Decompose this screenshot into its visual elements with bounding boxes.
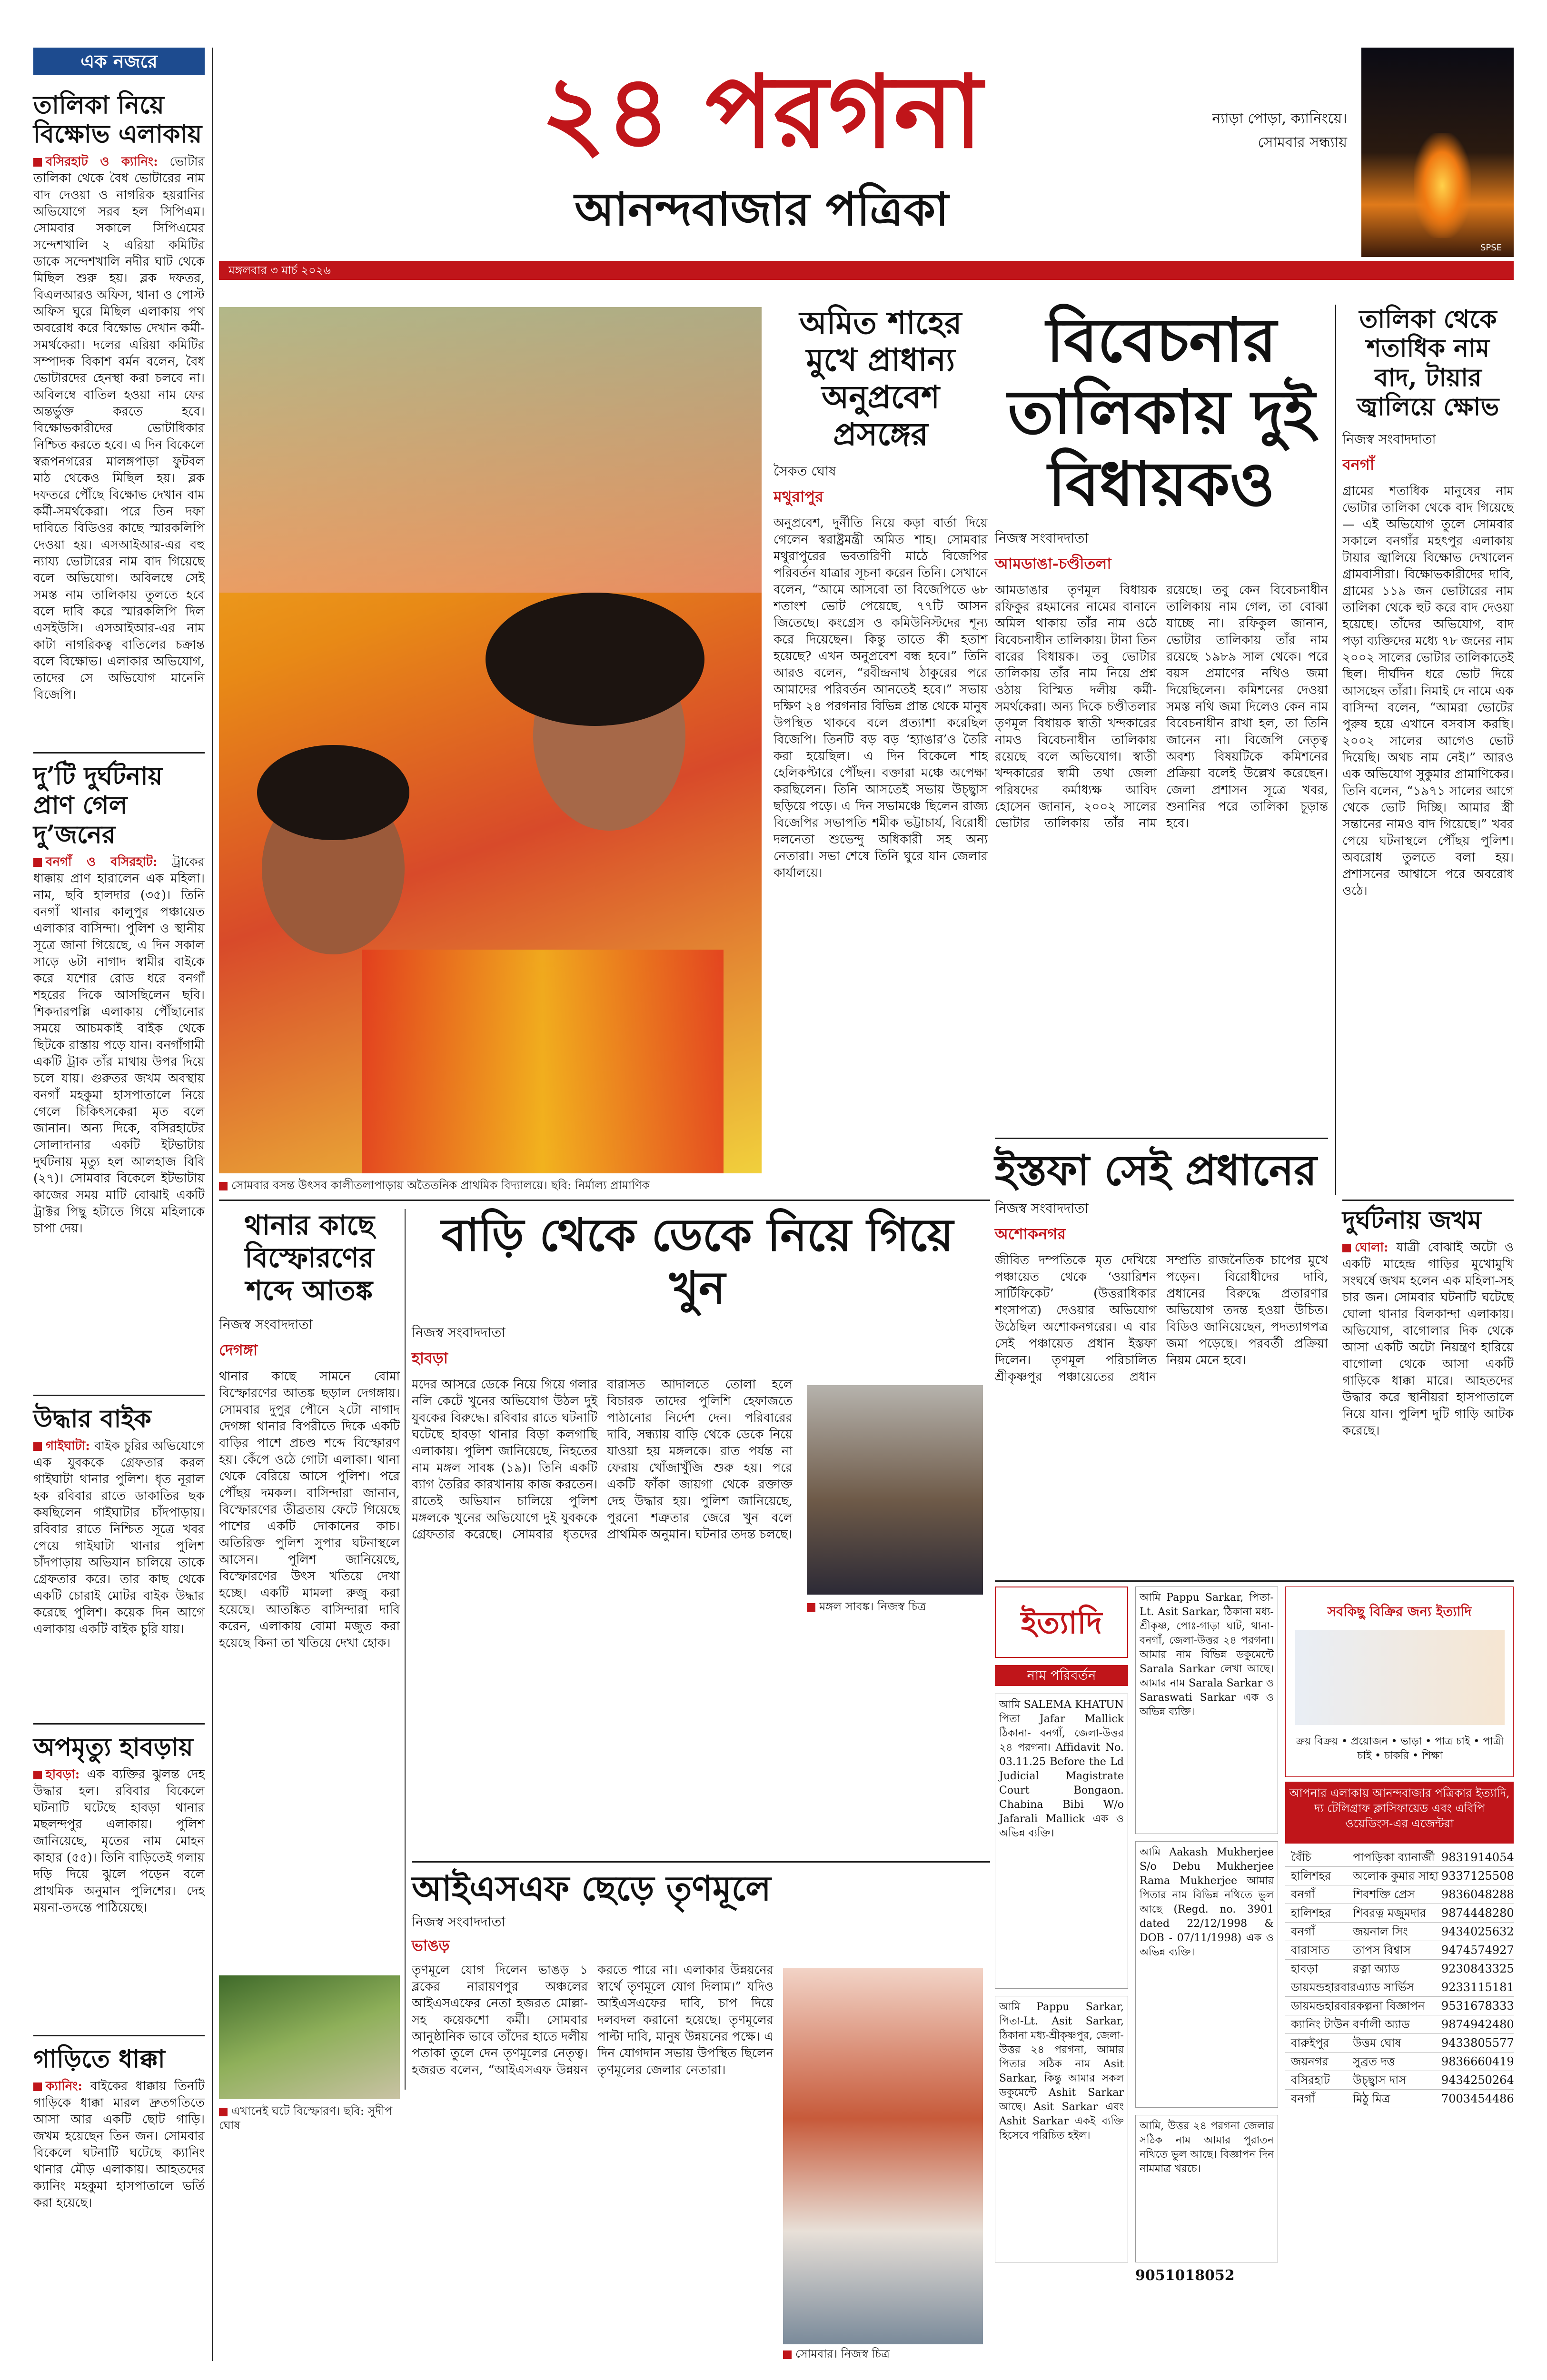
column-divider [405, 1209, 406, 2090]
sidebar-story-1: তালিকা নিয়ে বিক্ষোভ এলাকায় বসিরহাট ও ক্যানিং: ভোটার তালিকা থেকে বৈধ ভোটারের নাম বাদ দেওয়া ও নাগরিক হয়রানির অভিযোগে সরব হল সিপিএম। সোমবার সকালে সিপিএমের সন্দেশখালি ২ এরিয়া কমিটির ডাকে সন্দেশখালি নদীর ঘাট থেকে মিছিল শুরু হয়। ব্লক দফতর, বিএলআরও অফিস, থানা ও পোস্ট অফিস ঘুরে মিছিল এলাকায় পথ অবরোধ করে বিক্ষোভ দেখান কর্মী-সমর্থকেরা। দলের এরিয়া কমিটির সম্পাদক বিকাশ বর্মন বলেন, বৈধ ভোটারদের হেনস্থা করা চলবে না। অবিলম্বে বাতিল হওয়া নাম ফের অন্তর্ভুক্ত করতে হবে। বিক্ষোভকারীদের ভোটাধিকার নিশ্চিত করতে হবে। এ দিন বিকেলে স্বরূপনগরের মালঙ্গপাড়া ফুটবল মাঠ থেকেও মিছিল হয়। ব্লক দফতরে পৌঁছে বিক্ষোভ দেখান বাম কর্মী-সমর্থকেরা। পরে তিন দফা দাবিতে বিডিওর কাছে স্মারকলিপি দেওয়া হয়। এসআইআর-এর বহু ন্যায্য ভোটারের নাম বাদ গিয়েছে বলে অভিযোগ। অবিলম্বে সেই সমস্ত নাম তালিকায় তুলতে হবে বলে দাবি করে স্মারকলিপি দিল এসইউসি। এসআইআর-এর নাম কাটা নাগরিকত্ব বাতিলের চক্রান্ত বলে বিক্ষোভ। এলাকার অভিযোগ, তাদের সে অভিযোগ মানেনি বিজেপি। [33, 90, 205, 702]
red-square-icon [33, 1771, 42, 1779]
red-square-icon [33, 1442, 42, 1451]
red-square-icon [807, 1603, 815, 1612]
ad-4: আমি, উত্তর ২৪ পরগনা জেলার সঠিক নাম আমার পুরাতন নথিতে ভুল আছে। বিজ্ঞাপন দিন নামমাত্র খরচে। [1135, 2115, 1278, 2262]
red-square-icon [33, 2082, 42, 2091]
article-injury: দুর্ঘটনায় জখম ঘোলা: যাত্রী বোঝাই অটো ও একটি মাহেন্দ্র গাড়ির মুখোমুখি সংঘর্ষে জখম হলেন এক মহিলা-সহ চার জন। সোমবার ঘটনাটি ঘটেছে ঘোলা থানার বিলকান্দা এলাকায়। অভিযোগ, বাগোলার দিক থেকে আসা একটি অটো নিয়ন্ত্রণ হারিয়ে বাগোলা থেকে আসা একটি গাড়িকে ধাক্কা মারে। আহতদের উদ্ধার করে স্থানীয়রা হাসপাতালে নিয়ে যান। পুলিশ দুটি গাড়ি আটক করেছে। [1342, 1200, 1514, 1571]
agent-phone: 9337125508 [1441, 1869, 1514, 1883]
agent-name: রত্না অ্যাড [1353, 1962, 1399, 1975]
divider [412, 1861, 990, 1863]
agent-name: বর্ণালী অ্যাড [1353, 2018, 1410, 2031]
red-square-icon [33, 158, 42, 167]
article-amit: অমিত শাহের মুখে প্রাধান্য অনুপ্রবেশ প্রসঙ্গের সৈকত ঘোষ মথুরাপুর অনুপ্রবেশ, দুর্নীতি নিয়ে কড়া বার্তা দিয়ে গেলেন স্বরাষ্ট্রমন্ত্রী অমিত শাহ। সোমবার মথুরাপুরের ভবতারিণী মাঠে বিজেপির পরিবর্তন যাত্রার সূচনা করেন তিনি। সেখানে বলেন, “আমে আসবো তা বিজেপিতে ৬৮ শতাংশ ভোট পেয়েছে, ৭৭টি আসন জিতেছে। কংগ্রেস ও কমিউনিস্টদের শূন্য করে দিয়েছেন। কিন্তু তাতে কী হতাশ হয়েছে? এখন অনুপ্রবেশ বন্ধ হবে।” তিনি আরও বলেন, “রবীন্দ্রনাথ ঠাকুরের পরে আমাদের পরিবর্তন আনতেই হবে।” সভায় দক্ষিণ ২৪ পরগনার বিভিন্ন প্রান্ত থেকে মানুষ উপস্থিত থাকবে বলে প্রত্যাশা করেছিল বিজেপি। তিনটি বড় বড় ‘হ্যাঙার’ও তৈরি করা হয়েছিল। এ দিন বিকেলে শাহ হেলিকপ্টারে পৌঁছন। বক্তারা মঞ্চে অপেক্ষা করছিলেন। তিনি আসতেই সভায় উচ্ছ্বাস ছড়িয়ে পড়ে। এ দিন সভামঞ্চে ছিলেন রাজ্য বিজেপির সভাপতি শমীক ভট্টাচার্য, বিরোধী দলনেতা শুভেন্দু অধিকারী সহ অন্য নেতারা। সভা শেষে তিনি ঘুরে যান জেলার কার্যালয়ে। [774, 304, 988, 880]
column-divider [212, 48, 213, 2361]
masthead-title: ২৪ পরগনা [541, 53, 982, 170]
sidebar-story-title: উদ্ধার বাইক [33, 1404, 151, 1433]
agents-header: আপনার এলাকায় আনন্দবাজার পত্রিকার ইত্যাদি, দ্য টেলিগ্রাফ ক্লাসিফায়েড এবং এবিপি ওয়েডিংস-এর এজেন্টরা [1285, 1782, 1514, 1844]
agent-area: হাবড়া [1291, 1962, 1319, 1975]
agent-row [1285, 2071, 1514, 2090]
agent-area: বনগাঁ [1291, 1888, 1315, 1901]
article-murder: বাড়ি থেকে ডেকে নিয়ে গিয়ে খুন নিজস্ব সংবাদদাতা হাবড়া মদের আসরে ডেকে নিয়ে গিয়ে গলার নলি কেটে খুনের অভিযোগ উঠল দুই যুবকের বিরুদ্ধে। রবিবার রাতে ঘটনাটি ঘটেছে হাবড়া থানার বিড়া কলগাছি এলাকায়। পুলিশ জানিয়েছে, নিহতের নাম মঙ্গল সাবঙ্ক (১৯)। তিনি একটি ব্যাগ তৈরির কারখানায় কাজ করতেন। রাতেই অভিযান চালিয়ে পুলিশ মঙ্গলকে খুনের অভিযোগে দুই যুবককে গ্রেফতার করেছে। সোমবার ধৃতদের বারাসত আদালতে তোলা হলে বিচারক তাদের পুলিশি হেফাজতে পাঠানোর নির্দেশ দেন। পরিবারের দাবি, সন্ধ্যায় বাড়ি থেকে ডেকে নিয়ে যাওয়া হয় মঙ্গলকে। রাত পর্যন্ত না ফেরায় খোঁজাখুঁজি শুরু হয়। পরে একটি ফাঁকা জায়গা থেকে রক্তাক্ত দেহ উদ্ধার হয়। পুলিশ জানিয়েছে, পুরনো শত্রুতার জেরে খুন বলে প্রাথমিক অনুমান। ঘটনার তদন্ত চলছে। মঙ্গল সাবঙ্ক। নিজস্ব চিত্র [412, 1209, 983, 1856]
agent-row [1285, 1997, 1514, 2015]
sidebar-story-2: দু’টি দুর্ঘটনায় প্রাণ গেল দু’জনের বনগাঁ ও বসিরহাট: ট্রাকের ধাক্কায় প্রাণ হারালেন এক মহিলা। নাম, ছবি হালদার (৩৫)। তিনি বনগাঁ থানার কালুপুর পঞ্চায়েত এলাকার বাসিন্দা। পুলিশ ও স্থানীয় সূত্রে জানা গিয়েছে, এ দিন সকাল সাড়ে ৬টা নাগাদ স্বামীর বাইকে করে যশোর রোড ধরে বনগাঁ শহরের দিকে আসছিলেন ছবি। শিকদারপল্লি এলাকায় পৌঁছানোর সময়ে আচমকাই বাইক থেকে ছিটকে রাস্তায় পড়ে যান। বনগাঁগামী একটি ট্রাক তাঁর মাথায় উপর দিয়ে চলে যায়। গুরুতর জখম অবস্থায় বনগাঁ মহকুমা হাসপাতালে নিয়ে গেলে চিকিৎসকেরা মৃত বলে জানান। অন্য দিকে, বসিরহাটের সোলাদানার একটি ইটভাটায় দুর্ঘটনায় মৃত্যু হল আলহাজ বিবি (২৭)। সোমবার বিকেলে ইটভাটায় কাজের সময় মাটি বোঝাই একটি ট্রাক্টর পিছু হটাতে গিয়ে মহিলাকে চাপা দেয়। [33, 762, 205, 1236]
red-square-icon [33, 858, 42, 867]
headline: তালিকা থেকে শতাধিক নাম বাদ, টায়ার জ্বালিয়ে ক্ষোভ [1357, 305, 1499, 422]
agent-name: কল্পনা বিজ্ঞাপন [1356, 1999, 1425, 2013]
classifieds-brand: ইত্যাদি [995, 1587, 1128, 1658]
agent-area: বৈঁচি [1291, 1851, 1311, 1864]
agent-area: ক্যানিং টাউন [1291, 2018, 1349, 2031]
agent-row [1285, 1867, 1514, 1885]
agent-name: পাপড়িকা ব্যানার্জী [1353, 1851, 1435, 1864]
agent-phone: 9836660419 [1441, 2055, 1514, 2068]
agent-phone: 9233115181 [1441, 1981, 1514, 1994]
sidebar-story-4: অপমৃত্যু হাবড়ায় হাবড়া: এক ব্যক্তির ঝুলন্ত দেহ উদ্ধার হল। রবিবার বিকেলে ঘটনাটি ঘটেছে হাবড়া থানার মছলন্দপুর এলাকায়। পুলিশ জানিয়েছে, মৃতের নাম মোহন কাহার (৫৫)। তিনি বাড়িতেই গলায় দড়ি দিয়ে ঝুলে পড়েন বলে প্রাথমিক অনুমান পুলিশের। দেহ ময়না-তদন্তে পাঠিয়েছে। [33, 1733, 205, 1915]
agent-row [1285, 1941, 1514, 1960]
photo-caption: সোমবার বসন্ত উৎসব কালীতলাপাড়ায় অতৈতনিক প্রাথমিক বিদ্যালয়ে। ছবি: নির্মাল্য প্রামাণিক [219, 1178, 762, 1194]
agent-name: শিবশক্তি প্রেস [1353, 1888, 1415, 1901]
phone-number: 9051018052 [1135, 2267, 1235, 2284]
agent-row [1285, 1923, 1514, 1941]
sidebar-story-title: গাড়িতে ধাক্কা [33, 2044, 165, 2073]
red-square-icon [1342, 1244, 1351, 1252]
divider [33, 1395, 205, 1396]
masthead-subtitle: আনন্দবাজার পত্রিকা [575, 182, 949, 236]
red-square-icon [219, 2108, 228, 2116]
agent-name: উচ্ছ্বাস দাস [1353, 2073, 1407, 2087]
divider [33, 752, 205, 754]
agent-row [1285, 2034, 1514, 2053]
headline: অমিত শাহের মুখে প্রাধান্য অনুপ্রবেশ প্রসঙ্গের [799, 304, 962, 453]
corner-caption: ন্যাড়া পোড়া, ক্যানিংয়ে। সোমবার সন্ধ্যায় [1212, 110, 1347, 151]
murder-headline: বাড়ি থেকে ডেকে নিয়ে গিয়ে খুন [441, 1209, 953, 1314]
agent-name: জয়নাল সিং [1353, 1925, 1408, 1938]
sidebar-story-title: দু’টি দুর্ঘটনায় প্রাণ গেল দু’জনের [33, 762, 163, 849]
agent-phone: 9433805577 [1441, 2036, 1514, 2050]
ad-1: আমি SALEMA KHATUN পিতা Jafar Mallick ঠিকানা- বনগাঁ, জেলা-উত্তর ২৪ পরগনা। Affidavit No. 03.11.25 Before the Ld Judicial Magistrate Court Bongaon. Chabina Bibi W/o Jafarali Mallick এক ও অভিন্ন ব্যক্তি। [995, 1694, 1128, 1989]
agent-name: অলোক কুমার সাহা [1353, 1869, 1439, 1883]
agent-name: তাপস বিশ্বাস [1353, 1944, 1411, 1957]
agent-row [1285, 2053, 1514, 2071]
red-square-icon [219, 1182, 228, 1190]
agent-name: মিঠু মিত্র [1353, 2092, 1390, 2105]
lead-headline: বিবেচনার তালিকায় দুই বিধায়কও [1008, 305, 1315, 520]
agent-row [1285, 1904, 1514, 1923]
divider [219, 1200, 990, 1201]
promo-art [1295, 1630, 1505, 1725]
agent-row [1285, 1885, 1514, 1904]
agent-area: হালিশহর [1291, 1906, 1331, 1920]
headline: ইস্তফা সেই প্রধানের [995, 1145, 1317, 1195]
agent-phone: 9434025632 [1441, 1925, 1514, 1938]
sidebar-header: এক নজরে [33, 48, 205, 75]
agent-phone: 9836048288 [1441, 1888, 1514, 1901]
agent-area: ডায়মন্ডহারবার [1291, 1999, 1357, 2013]
article-blast: থানার কাছে বিস্ফোরণের শব্দে আতঙ্ক নিজস্ব সংবাদদাতা দেগঙ্গা থানার কাছে সামনে বোমা বিস্ফোরণের আতঙ্ক ছড়াল দেগঙ্গায়। সোমবার দুপুর পৌনে ২টো নাগাদ দেগঙ্গা থানার বিপরীতে দিকে একটি বাড়ির পাশে প্রচণ্ড শব্দে বিস্ফোরণ হয়। কেঁপে ওঠে গোটা এলাকা। থানা থেকে বেরিয়ে আসে পুলিশ। পরে পৌঁছয় দমকল। বাসিন্দারা জানান, বিস্ফোরণের তীব্রতায় ফেটে গিয়েছে পাশের একটি দোকানের কাচ। অতিরিক্ত পুলিশ সুপার ঘটনাস্থলে আসেন। পুলিশ জানিয়েছে, বিস্ফোরণের উৎস খতিয়ে দেখা হচ্ছে। একটি মামলা রুজু করা হয়েছে। আতঙ্কিত বাসিন্দারা দাবি করেন, এলাকায় বোমা মজুত করা হয়েছে কিনা তা খতিয়ে দেখা হোক। এখানেই ঘটে বিস্ফোরণ। ছবি: সুদীপ ঘোষ [219, 1209, 400, 2132]
divider [33, 1723, 205, 1725]
corner-photo: SPSE [1361, 48, 1514, 257]
bonfire-flame [1414, 133, 1471, 238]
agent-phone: 9531678333 [1441, 1999, 1514, 2013]
headline: থানার কাছে বিস্ফোরণের শব্দে আতঙ্ক [244, 1209, 375, 1307]
agents-table [1285, 1848, 1514, 2362]
agent-row [1285, 2015, 1514, 2034]
isf-photo [783, 1968, 983, 2344]
agent-row [1285, 1848, 1514, 1867]
agent-phone: 7003454486 [1441, 2092, 1514, 2105]
agent-phone: 9874448280 [1441, 1906, 1514, 1920]
sidebar-story-5: গাড়িতে ধাক্কা ক্যানিং: বাইকের ধাক্কায় তিনটি গাড়িকে ধাক্কা মারল দ্রুতগতিতে আসা আর একটি ছোট গাড়ি। জখম হয়েছেন তিন জন। সোমবার বিকেলে ঘটনাটি ঘটেছে ক্যানিং থানার মৌড় এলাকায়। আহতদের ক্যানিং মহকুমা হাসপাতালে ভর্তি করা হয়েছে। [33, 2044, 205, 2211]
article-isf: আইএসএফ ছেড়ে তৃণমূলে নিজস্ব সংবাদদাতা ভাঙড় তৃণমূলে যোগ দিলেন ভাঙড় ১ ব্লকের নারায়ণপুর অঞ্চলের আইএসএফের নেতা হজরত মোল্লা-সহ কয়েকশো কর্মী। সোমবার আনুষ্ঠানিক ভাবে তাঁদের হাতে দলীয় পতাকা তুলে দেন তৃণমূলের নেতৃত্ব। হজরত বলেন, “আইএসএফ উন্নয়ন করতে পারে না। এলাকার উন্নয়নের স্বার্থে তৃণমূলে যোগ দিলাম।” যদিও আইএসএফের দাবি, চাপ দিয়ে দলবদল করানো হয়েছে। তৃণমূলের পাল্টা দাবি, মানুষ উন্নয়নের পক্ষে। এ দিন যোগদান সভায় উপস্থিত ছিলেন তৃণমূলের জেলার নেতারা। সোমবার। নিজস্ব চিত্র [412, 1868, 983, 2363]
ad-2: আমি Pappu Sarkar, পিতা-Lt. Asit Sarkar, ঠিকানা মধ্য-শ্রীকৃষ্ণপুর, জেলা-উত্তর ২৪ পরগনা, আমার পিতার সঠিক নাম Asit Sarkar, কিন্তু আমার সকল ডকুমেন্টে Ashit Sarkar আছে। Asit Sarkar এবং Ashit Sarkar একই ব্যক্তি হিসেবে পরিচিত হইল। [995, 1996, 1128, 2262]
victim-photo [807, 1385, 983, 1595]
article-lead: বিবেচনার তালিকায় দুই বিধায়কও নিজস্ব সংবাদদাতা আমডাঙা-চণ্ডীতলা আমডাঙার তৃণমূল বিধায়ক রফিকুর রহমানের নামের বানানে অমিল থাকায় তাঁর নাম ওঠে বিবেচনাধীন তালিকায়। টানা তিন বারের বিধায়ক। তবু ভোটার তালিকায় তাঁর নাম নিয়ে প্রশ্ন ওঠায় বিস্মিত দলীয় কর্মী-সমর্থকেরা। অন্য দিকে চণ্ডীতলার তৃণমূল বিধায়ক স্বাতী খন্দকারের নামও বিবেচনাধীন তালিকায় রয়েছে বলে অভিযোগ। স্বাতী খন্দকারের স্বামী তথা জেলা পরিষদের কর্মাধ্যক্ষ আবিদ হোসেন জানান, ২০০২ সালের ভোটার তালিকায় তাঁর নাম রয়েছে। তবু কেন বিবেচনাধীন তালিকায় নাম গেল, তা বোঝা যাচ্ছে না। রফিকুল জানান, ভোটার তালিকায় তাঁর নাম রয়েছে ১৯৮৯ সাল থেকে। পরে বয়স প্রমাণের নথিও জমা দিয়েছিলেন। কমিশনের দেওয়া সমস্ত নথি জমা দিলেও কেন নাম বিবেচনাধীন রাখা হল, তা তিনি জানেন না। বিজেপি নেতৃত্ব অবশ্য বিষয়টিকে কমিশনের প্রক্রিয়া বলেই উল্লেখ করেছেন। জেলা প্রশাসন সূত্রে খবর, শুনানির পরে তালিকা চূড়ান্ত হবে। [995, 305, 1328, 831]
agent-name: উত্তম ঘোষ [1353, 2036, 1401, 2050]
agent-phone: 9434250264 [1441, 2073, 1514, 2087]
column-divider [1335, 305, 1336, 1195]
agent-phone: 9474574927 [1441, 1944, 1514, 1957]
ad-3: আমি Aakash Mukherjee S/o Debu Mukherjee Rama Mukherjee আমার পিতার নাম বিভিন্ন নথিতে ভুল আছে (Regd. no. 3901 dated 22/12/1998 & DOB - 07/11/1998) এক ও অভিন্ন ব্যক্তি। [1135, 1841, 1278, 2108]
sidebar [33, 48, 205, 2361]
sidebar-story-title: তালিকা নিয়ে বিক্ষোভ এলাকায় [33, 90, 202, 149]
sidebar-story-title: অপমৃত্যু হাবড়ায় [33, 1733, 193, 1762]
agent-phone: 9831914054 [1441, 1851, 1514, 1864]
holi-photo [219, 307, 762, 1173]
agent-area: বসিরহাট [1291, 2073, 1330, 2087]
agent-name: এ্যাড সার্ভিস [1356, 1981, 1414, 1994]
agent-name: সুব্রত দত্ত [1353, 2055, 1395, 2068]
agent-phone: 9230843325 [1441, 1962, 1514, 1975]
agent-phone: 9874942480 [1441, 2018, 1514, 2031]
article-tire: তালিকা থেকে শতাধিক নাম বাদ, টায়ার জ্বালিয়ে ক্ষোভ নিজস্ব সংবাদদাতা বনগাঁ গ্রামের শতাধিক মানুষের নাম ভোটার তালিকা থেকে বাদ গিয়েছে— এই অভিযোগ তুলে সোমবার সকালে বনগাঁর মহৎপুর এলাকায় টায়ার জ্বালিয়ে বিক্ষোভ দেখালেন গ্রামবাসীরা। বিক্ষোভকারীদের দাবি, গ্রামের ১১৯ জন ভোটারের নাম তালিকা থেকে হুট করে বাদ দেওয়া হয়েছে। তাঁদের অভিযোগ, বাদ পড়া ব্যক্তিদের মধ্যে ৭৮ জনের নাম ২০০২ সালের ভোটার তালিকাতেই ছিল। দীর্ঘদিন ধরে ভোট দিয়ে আসছেন তাঁরা। নিমাই দে নামে এক বাসিন্দা বলেন, “আমরা ভোটের পুরুষ হয়ে এখানে বসবাস করছি। ২০০২ সালের আগেও ভোট দিয়েছি। অথচ নাম নেই।” আরও এক অভিযোগ সুকুমার প্রামাণিকের। তিনি বলেন, “১৯৭১ সালের আগে থেকে ভোট দিচ্ছি। আমার স্ত্রী সন্তানের নামও বাদ গিয়েছে।” খবর পেয়ে ঘটনাস্থলে পৌঁছয় পুলিশ। অবরোধ তুলতে বলা হয়। প্রশাসনের আশ্বাসে পরে অবরোধ ওঠে। [1342, 305, 1514, 899]
promo: সবকিছু বিক্রির জন্য ইত্যাদি ক্রয় বিক্রয় • প্রয়োজন • ভাড়া • পাত্র চাই • পাত্রী চাই • চাকরি • শিক্ষা [1285, 1587, 1514, 1777]
agent-name: শিবরত্ন মজুমদার [1353, 1906, 1426, 1920]
agent-area: ডায়মন্ডহারবার [1291, 1981, 1357, 1994]
section-label: নাম পরিবর্তন [995, 1665, 1128, 1686]
agent-area: বনগাঁ [1291, 2092, 1315, 2105]
agent-row [1285, 1960, 1514, 1978]
headline: দুর্ঘটনায় জখম [1342, 1206, 1482, 1235]
classifieds [995, 1580, 1514, 2366]
agent-area: বারাসাত [1291, 1944, 1330, 1957]
ad-0: আমি Pappu Sarkar, পিতা-Lt. Asit Sarkar, ঠিকানা মধ্য-শ্রীকৃষ্ণ, পোঃ-গাড়া ঘাট, থানা-বনগাঁ, জেলা-উত্তর ২৪ পরগনা। আমার নাম বিভিন্ন ডকুমেন্টে Sarala Sarkar লেখা আছে। আমার নাম Sarala Sarkar ও Saraswati Sarkar এক ও অভিন্ন ব্যক্তি। [1135, 1587, 1278, 1834]
agent-area: হালিশহর [1291, 1869, 1331, 1883]
date-bar: মঙ্গলবার ৩ মার্চ ২০২৬ [219, 261, 1514, 280]
agent-row [1285, 2090, 1514, 2108]
red-square-icon [783, 2350, 792, 2359]
blast-photo [219, 1975, 400, 2099]
article-istafa: ইস্তফা সেই প্রধানের নিজস্ব সংবাদদাতা অশোকনগর জীবিত দম্পতিকে মৃত দেখিয়ে পঞ্চায়েত থেকে ‘ওয়ারিশন সার্টিফিকেট’ (উত্তরাধিকার শংসাপত্র) দেওয়ার অভিযোগ উঠেছিল অশোকনগরের। এ বার সেই পঞ্চায়েত প্রধান ইস্তফা দিলেন। তৃণমূল পরিচালিত শ্রীকৃষ্ণপুর পঞ্চায়েতের প্রধান সম্প্রতি রাজনৈতিক চাপের মুখে পড়েন। বিরোধীদের দাবি, প্রধানের বিরুদ্ধে প্রতারণার অভিযোগ তদন্ত হওয়া উচিত। বিডিও জানিয়েছেন, পদত্যাগপত্র জমা পড়েছে। পরবর্তী প্রক্রিয়া নিয়ম মেনে হবে। [995, 1138, 1328, 1571]
agent-area: জয়নগর [1291, 2055, 1329, 2068]
divider [33, 2035, 205, 2036]
headline: আইএসএফ ছেড়ে তৃণমূলে [412, 1868, 771, 1908]
agent-area: বারুইপুর [1291, 2036, 1329, 2050]
sidebar-story-3: উদ্ধার বাইক গাইঘাটা: বাইক চুরির অভিযোগে এক যুবককে গ্রেফতার করল গাইঘাটা থানার পুলিশ। ধৃত নূরাল হক রবিবার রাতে ডাকাতির ছক কষছিলেন গাইঘাটার চাঁদপাড়ায়। রবিবার রাতে নিশ্চিত সূত্রে খবর পেয়ে গাইঘাটা থানার পুলিশ চাঁদপাড়ায় অভিযান চালিয়ে তাকে গ্রেফতার করে। তার কাছ থেকে একটি চোরাই মোটর বাইক উদ্ধার করেছে পুলিশ। কয়েক দিন আগে এলাকায় একটি বাইক চুরি যায়। [33, 1404, 205, 1637]
agent-area: বনগাঁ [1291, 1925, 1315, 1938]
agent-row [1285, 1978, 1514, 1997]
